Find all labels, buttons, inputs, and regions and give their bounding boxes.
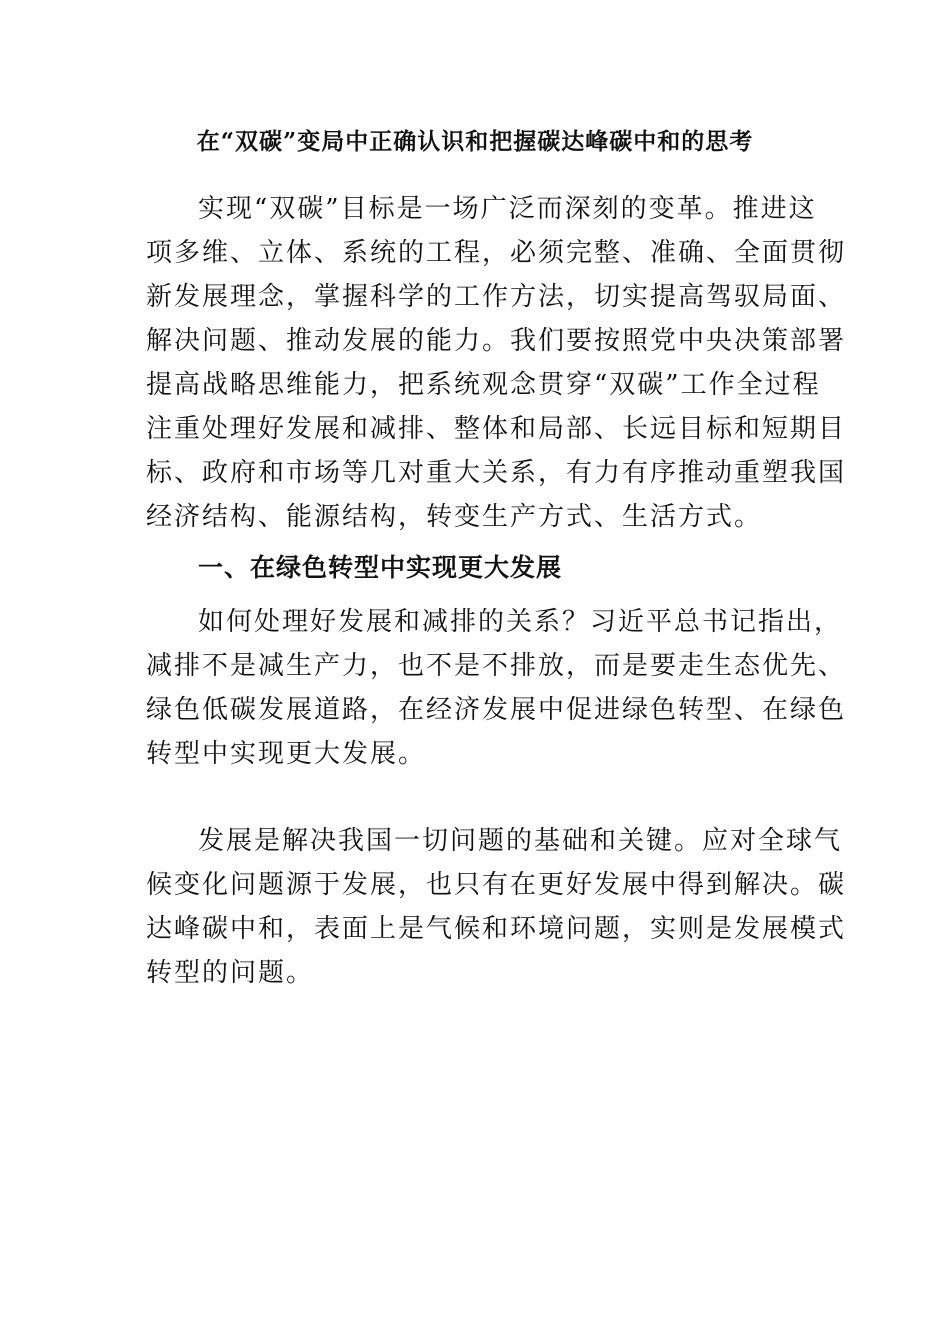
paragraph-line: 如何处理好发展和减排的关系？习近平总书记指出， [198,607,843,637]
section-heading: 一、在绿色转型中实现更大发展 [198,553,563,582]
paragraph-line: 减排不是减生产力，也不是不排放，而是要走生态优先、 [146,651,847,681]
paragraph-2 [146,600,847,776]
paragraph-line: 候变化问题源于发展，也只有在更好发展中得到解决。碳 [146,870,847,900]
paragraph-line: 新发展理念，掌握科学的工作方法，切实提高驾驭局面、 [146,282,847,312]
document-title: 在“双碳”变局中正确认识和把握碳达峰碳中和的思考 [196,128,754,155]
paragraph-line: 发展是解决我国一切问题的基础和关键。应对全球气 [198,826,843,856]
paragraph-line: 经济结构、能源结构，转变生产方式、生活方式。 [146,502,763,532]
paragraph-line: 达峰碳中和，表面上是气候和环境问题，实则是发展模式 [146,914,847,944]
paragraph-line: 标、政府和市场等几对重大关系，有力有序推动重塑我国 [146,458,847,488]
paragraph-line: 转型的问题。 [146,958,315,988]
paragraph-line: 转型中实现更大发展。 [146,739,427,769]
paragraph-line: 注重处理好发展和减排、整体和局部、长远目标和短期目 [146,414,847,444]
paragraph-3 [146,819,847,995]
paragraph-line: 绿色低碳发展道路，在经济发展中促进绿色转型、在绿色 [146,695,847,725]
paragraph-line: 解决问题、推动发展的能力。我们要按照党中央决策部署 [146,326,847,356]
paragraph-1 [146,187,847,539]
paragraph-line: 实现“双碳”目标是一场广泛而深刻的变革。推进这 [198,194,817,224]
paragraph-line: 项多维、立体、系统的工程，必须完整、准确、全面贯彻 [146,238,847,268]
paragraph-line: 提高战略思维能力，把系统观念贯穿“双碳”工作全过程 [146,370,821,400]
